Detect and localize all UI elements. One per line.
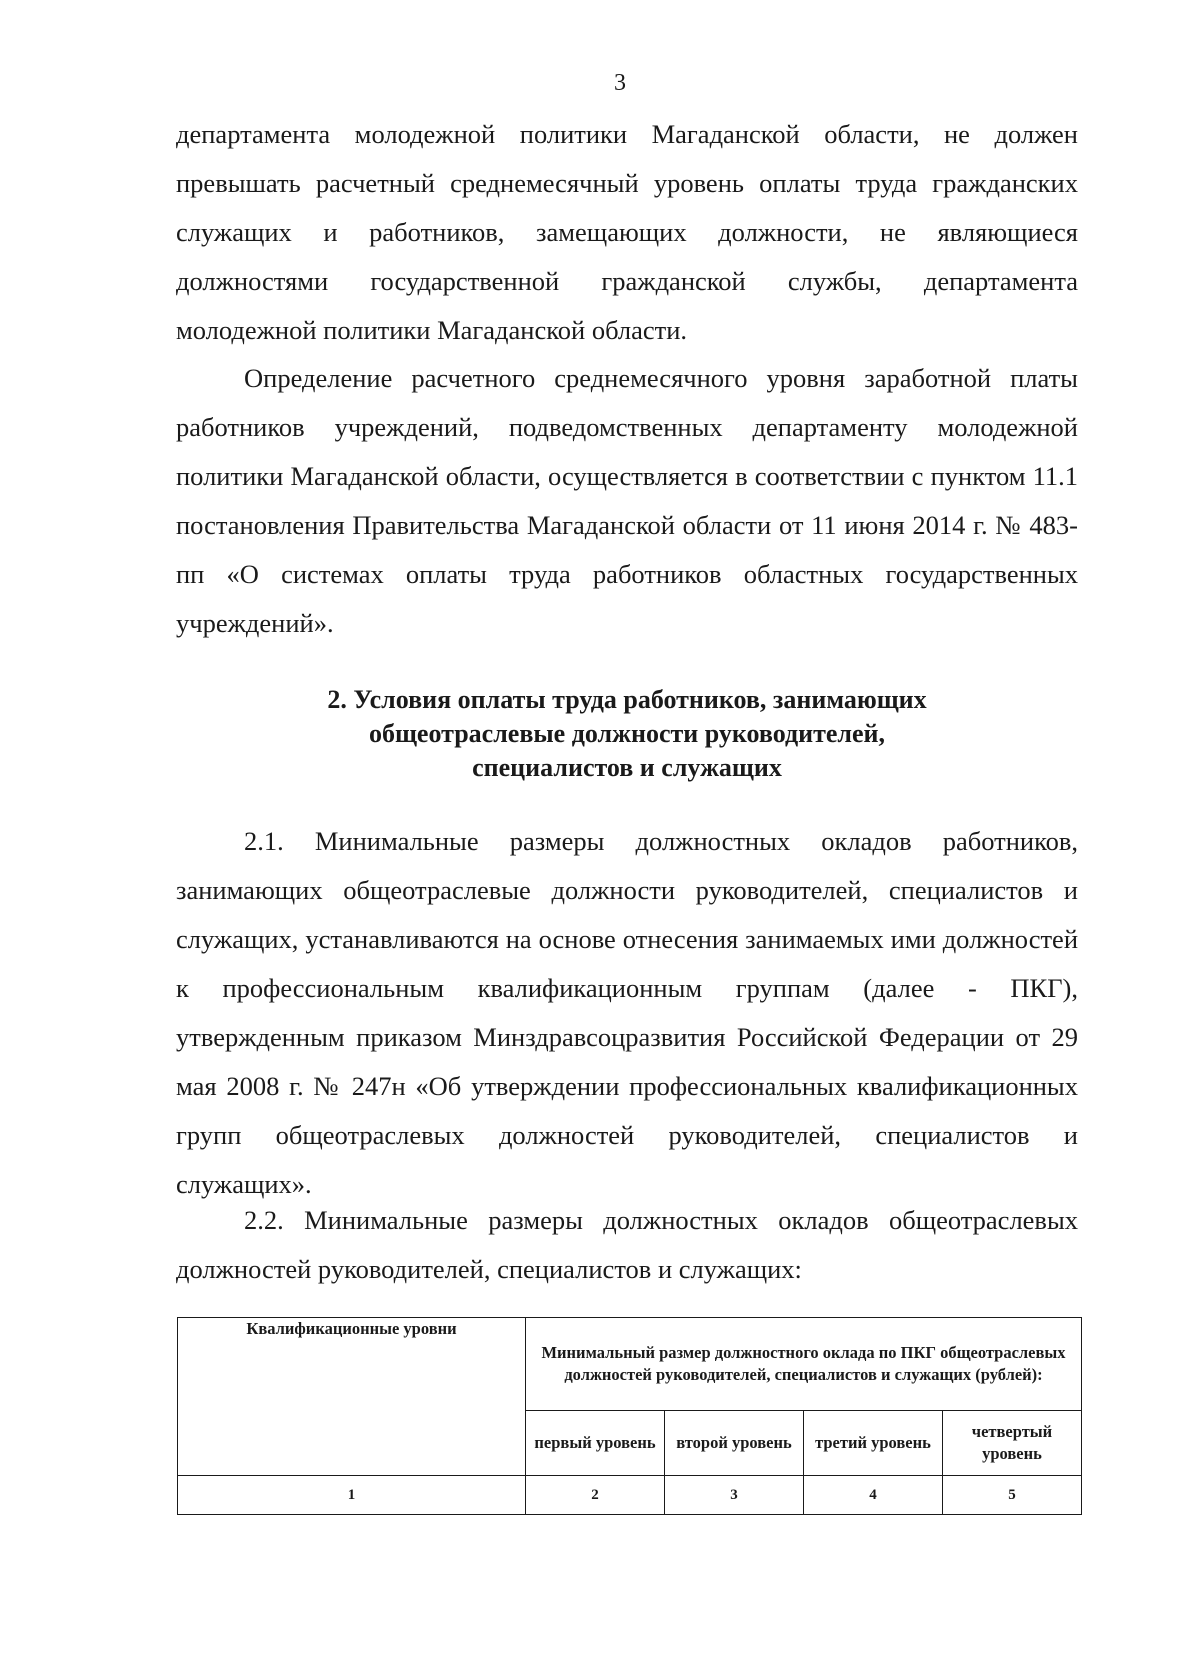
section-title-line-1: 2. Условия оплаты труда работников, занимающих [327, 685, 927, 714]
column-number-1: 1 [178, 1476, 526, 1515]
column-number-4: 4 [803, 1476, 942, 1515]
paragraph-2-2: 2.2. Минимальные размеры должностных окладов общеотраслевых должностей руководителей, специалистов и служащих: [176, 1205, 1078, 1284]
salary-table [177, 1317, 1082, 1515]
paragraph-2-1: 2.1. Минимальные размеры должностных окладов работников, занимающих общеотраслевые должности руководителей, специалистов и служащих, устанавливаются на основе отнесения занимаемых ими должностей к профессиональным квалификационным группам (далее - ПКГ), утвержденным приказом Минздравсоцразвития Российской Федерации от 29 мая 2008 г. № 247н «Об утверждении профессиональных квалификационных групп общеотраслевых должностей руководителей, специалистов и служащих». [176, 826, 1078, 1199]
section-title-line-3: специалистов и служащих [472, 753, 782, 782]
section-title-line-2: общеотраслевые должности руководителей, [368, 719, 886, 748]
page-number: 3 [614, 70, 626, 96]
section-title [176, 683, 1078, 785]
header-minimum-salary: Минимальный размер должностного оклада по ПКГ общеотраслевых должностей руководителей, специалистов и служащих (рублей): [526, 1318, 1082, 1411]
column-number-5: 5 [942, 1476, 1081, 1515]
subheader-level-4: четвертый уровень [942, 1411, 1081, 1476]
table-row-column-numbers [178, 1476, 1082, 1515]
column-number-3: 3 [664, 1476, 803, 1515]
column-number-2: 2 [526, 1476, 665, 1515]
paragraph-continuation: департамента молодежной политики Магаданской области, не должен превышать расчетный среднемесячный уровень оплаты труда гражданских служащих и работников, замещающих должности, не являющиеся должностями государственной гражданской службы, департамента молодежной политики Магаданской области. [176, 119, 1078, 345]
subheader-level-3: третий уровень [803, 1411, 942, 1476]
subheader-level-1: первый уровень [526, 1411, 665, 1476]
paragraph-salary-level: Определение расчетного среднемесячного уровня заработной платы работников учреждений, подведомственных департаменту молодежной политики Магаданской области, осуществляется в соответствии с пунктом 11.1 постановления Правительства Магаданской области от 11 июня 2014 г. № 483-пп «О системах оплаты труда работников областных государственных учреждений». [176, 363, 1078, 638]
header-qualification-levels: Квалификационные уровни [178, 1318, 526, 1476]
table-header-row [178, 1318, 1082, 1411]
subheader-level-2: второй уровень [664, 1411, 803, 1476]
